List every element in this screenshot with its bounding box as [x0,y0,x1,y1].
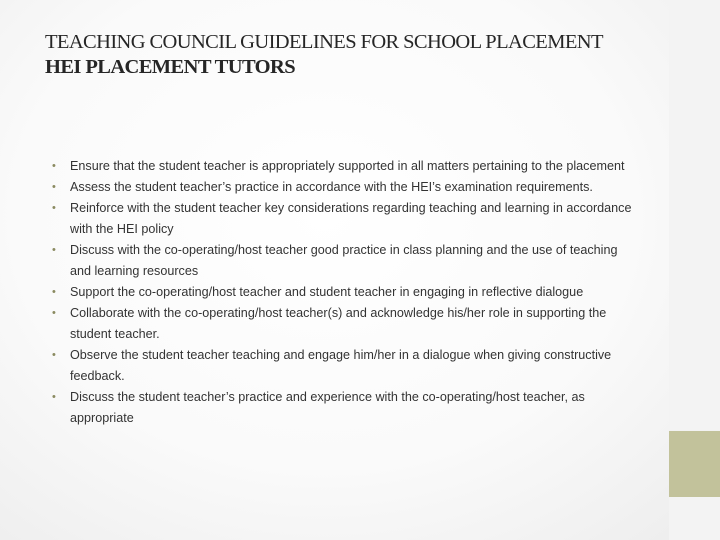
bullet-icon: • [52,307,56,319]
bullet-text: Discuss with the co-operating/host teacher good practice in class planning and the use of teaching and learning resources [70,243,618,278]
bullet-text: Collaborate with the co-operating/host teacher(s) and acknowledge his/her role in supporting the student teacher. [70,306,607,341]
bullet-item [52,345,637,387]
bullet-icon: • [52,286,56,298]
bullet-list [52,156,637,429]
bullet-icon: • [52,349,56,361]
right-decorative-bar [669,0,720,540]
bullet-icon: • [52,244,56,256]
bullet-text: Discuss the student teacher’s practice and experience with the co-operating/host teacher, as appropriate [70,390,585,425]
right-bar-top-segment [669,0,720,430]
bullet-item [52,303,637,345]
bullet-text: Reinforce with the student teacher key considerations regarding teaching and learning in accordance with the HEI policy [70,201,632,236]
slide-title [45,30,655,80]
bullet-icon: • [52,181,56,193]
bullet-item [52,282,637,303]
bullet-item [52,198,637,240]
bullet-text: Observe the student teacher teaching and engage him/her in a dialogue when giving constructive feedback. [70,348,612,383]
bullet-item [52,387,637,429]
right-bar-bottom-segment [669,497,720,540]
title-line-1: TEACHING COUNCIL GUIDELINES FOR SCHOOL PLACEMENT [45,31,603,53]
right-bar-accent-segment [669,431,720,497]
title-line-2: HEI PLACEMENT TUTORS [45,56,296,78]
bullet-icon: • [52,160,56,172]
bullet-icon: • [52,202,56,214]
bullet-text: Ensure that the student teacher is appropriately supported in all matters pertaining to the placement [70,159,625,173]
bullet-icon: • [52,391,56,403]
bullet-text: Assess the student teacher’s practice in accordance with the HEI’s examination requirements. [70,180,593,194]
bullet-item [52,156,637,177]
bullet-item [52,177,637,198]
bullet-text: Support the co-operating/host teacher and student teacher in engaging in reflective dialogue [70,285,584,299]
bullet-item [52,240,637,282]
